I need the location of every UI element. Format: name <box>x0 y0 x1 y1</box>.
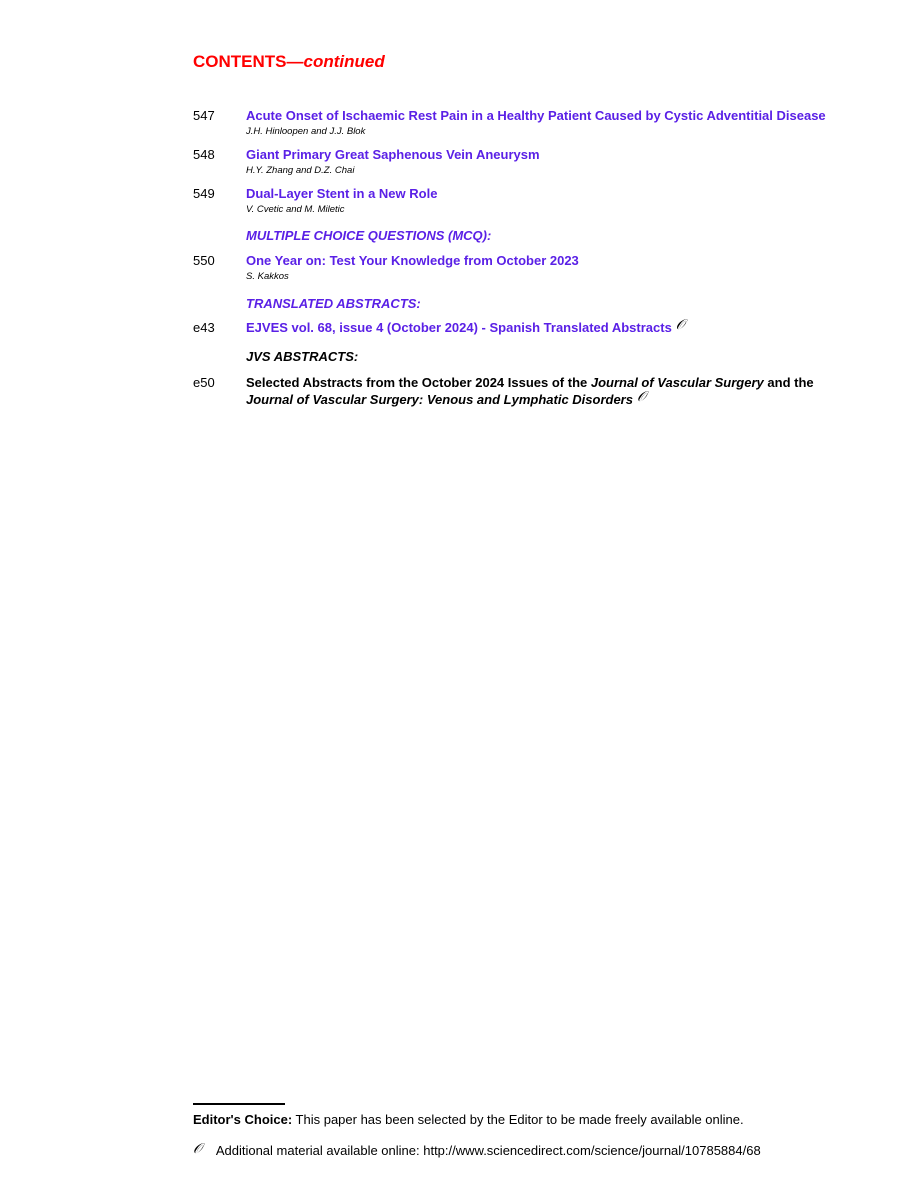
article-title[interactable] <box>246 374 873 408</box>
online-material-icon: 𝒪 <box>636 388 646 404</box>
article-title-text[interactable]: EJVES vol. 68, issue 4 (October 2024) - Spanish Translated Abstracts <box>246 320 672 335</box>
page-number: 550 <box>193 253 215 268</box>
editors-choice-label: Editor's Choice: <box>193 1112 293 1127</box>
toc-entry <box>193 316 873 336</box>
page-number: 547 <box>193 108 215 123</box>
jvs-title-part2: and the <box>763 375 814 390</box>
online-material-icon: 𝒪 <box>675 316 685 332</box>
jvs-title-part1: Selected Abstracts from the October 2024 Issues of the <box>246 375 591 390</box>
section-heading-mcq: MULTIPLE CHOICE QUESTIONS (MCQ): <box>246 228 492 243</box>
editors-choice-note <box>193 1111 744 1128</box>
contents-heading-continued: continued <box>303 52 385 71</box>
editors-choice-text: This paper has been selected by the Editor to be made freely available online. <box>292 1112 744 1127</box>
jvs-title-italic1: Journal of Vascular Surgery <box>590 375 764 390</box>
contents-list <box>193 107 873 408</box>
article-title-link[interactable]: One Year on: Test Your Knowledge from October 2023 <box>246 253 579 268</box>
article-authors: H.Y. Zhang and D.Z. Chai <box>246 165 355 176</box>
toc-entry <box>193 252 873 283</box>
article-authors: J.H. Hinloopen and J.J. Blok <box>246 126 366 137</box>
page-number: 548 <box>193 147 215 162</box>
online-material-text[interactable]: Additional material available online: http://www.sciencedirect.com/science/journal/10785884/68 <box>215 1143 761 1158</box>
section-heading-jvs: JVS ABSTRACTS: <box>246 349 359 364</box>
contents-heading <box>193 52 385 72</box>
article-authors: V. Cvetic and M. Miletic <box>246 204 345 215</box>
page-number: e50 <box>193 375 215 390</box>
jvs-title-italic2: Journal of Vascular Surgery: Venous and Lymphatic Disorders <box>246 392 633 407</box>
article-title-link[interactable]: Giant Primary Great Saphenous Vein Aneurysm <box>246 147 540 162</box>
section-heading-translated: TRANSLATED ABSTRACTS: <box>246 296 421 311</box>
contents-heading-main: CONTENTS— <box>193 52 304 71</box>
toc-entry <box>193 185 873 216</box>
footnote-divider <box>193 1103 285 1105</box>
online-material-note <box>193 1142 761 1159</box>
toc-entry <box>193 146 873 177</box>
online-material-icon: 𝒪 <box>193 1140 202 1156</box>
article-title-link[interactable] <box>246 316 873 336</box>
page-number: e43 <box>193 320 215 335</box>
article-title-link[interactable]: Acute Onset of Ischaemic Rest Pain in a Healthy Patient Caused by Cystic Adventitial Disease <box>246 108 826 123</box>
toc-entry <box>193 374 873 408</box>
article-title-link[interactable]: Dual-Layer Stent in a New Role <box>246 186 438 201</box>
article-authors: S. Kakkos <box>246 271 289 282</box>
page-number: 549 <box>193 186 215 201</box>
toc-entry <box>193 107 873 138</box>
